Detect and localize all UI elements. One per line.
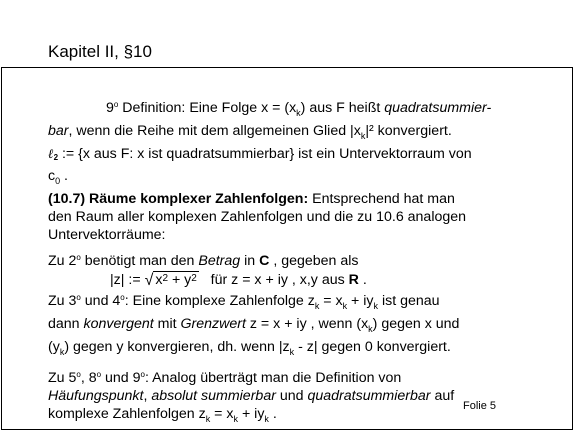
slide-number: Folie 5 [463,400,497,412]
remark-3-4-line3: $(y_k)$ gegen y konvergieren, dh. wenn $|z_k - z|$ gegen 0 konvergiert. [48,339,451,357]
ell-two-symbol: ℓ [48,147,54,162]
definition-9-line1: 9$^o$ Definition: Eine Folge $x = (x_k)$ aus F heißt quadratsummier- [106,100,492,118]
remark-5-8-9-line2: Häufungspunkt, absolut summierbar und quadratsummierbar auf [48,388,455,404]
remark-3-4-line1: Zu 3$^o$ und 4$^o$: Eine komplexe Zahlenfolge $z_k = x_k + iy_k$ ist genau [48,293,440,311]
remark-5-8-9-line3: komplexe Zahlenfolgen $z_k = x_k + iy_k$ . [48,406,277,424]
remark-5-8-9-line1: Zu 5$^o$, 8$^o$ und 9$^o$: Analog überträgt man die Definition von [48,370,402,386]
slide-title: Kapitel II, §10 [48,42,152,61]
section-10-7-line1: (10.7) Räume komplexer Zahlenfolgen: Entsprechend hat man [48,191,455,207]
definition-9-line4: $c_0$ . [48,168,68,186]
definition-9-line3: ℓ2 := {x aus F: x ist quadratsummierbar} ist ein Untervektorraum von [48,146,472,162]
section-10-7-line2: den Raum aller komplexen Zahlenfolgen und die zu 10.6 analogen [48,209,467,225]
definition-9-line2: bar, wenn die Reihe mit dem allgemeinen Glied $|x_k|^2$ konvergiert. [48,123,452,141]
remark-3-4-line2: dann konvergent mit Grenzwert z = x + iy , wenn $(x_k)$ gegen x und [48,316,460,334]
square-root-symbol: √ $x^2 + y^2$ [144,272,197,289]
slide-body [48,96,538,428]
section-10-7-heading: (10.7) Räume komplexer Zahlenfolgen: [48,191,309,207]
remark-2-line1: Zu 2$^o$ benötigt man den Betrag in C , gegeben als [48,253,359,269]
section-10-7-line3: Untervektorräume: [48,227,166,243]
remark-2-formula: |z| := √ $x^2 + y^2$ für z = x + iy , x,y aus R . [110,272,367,289]
